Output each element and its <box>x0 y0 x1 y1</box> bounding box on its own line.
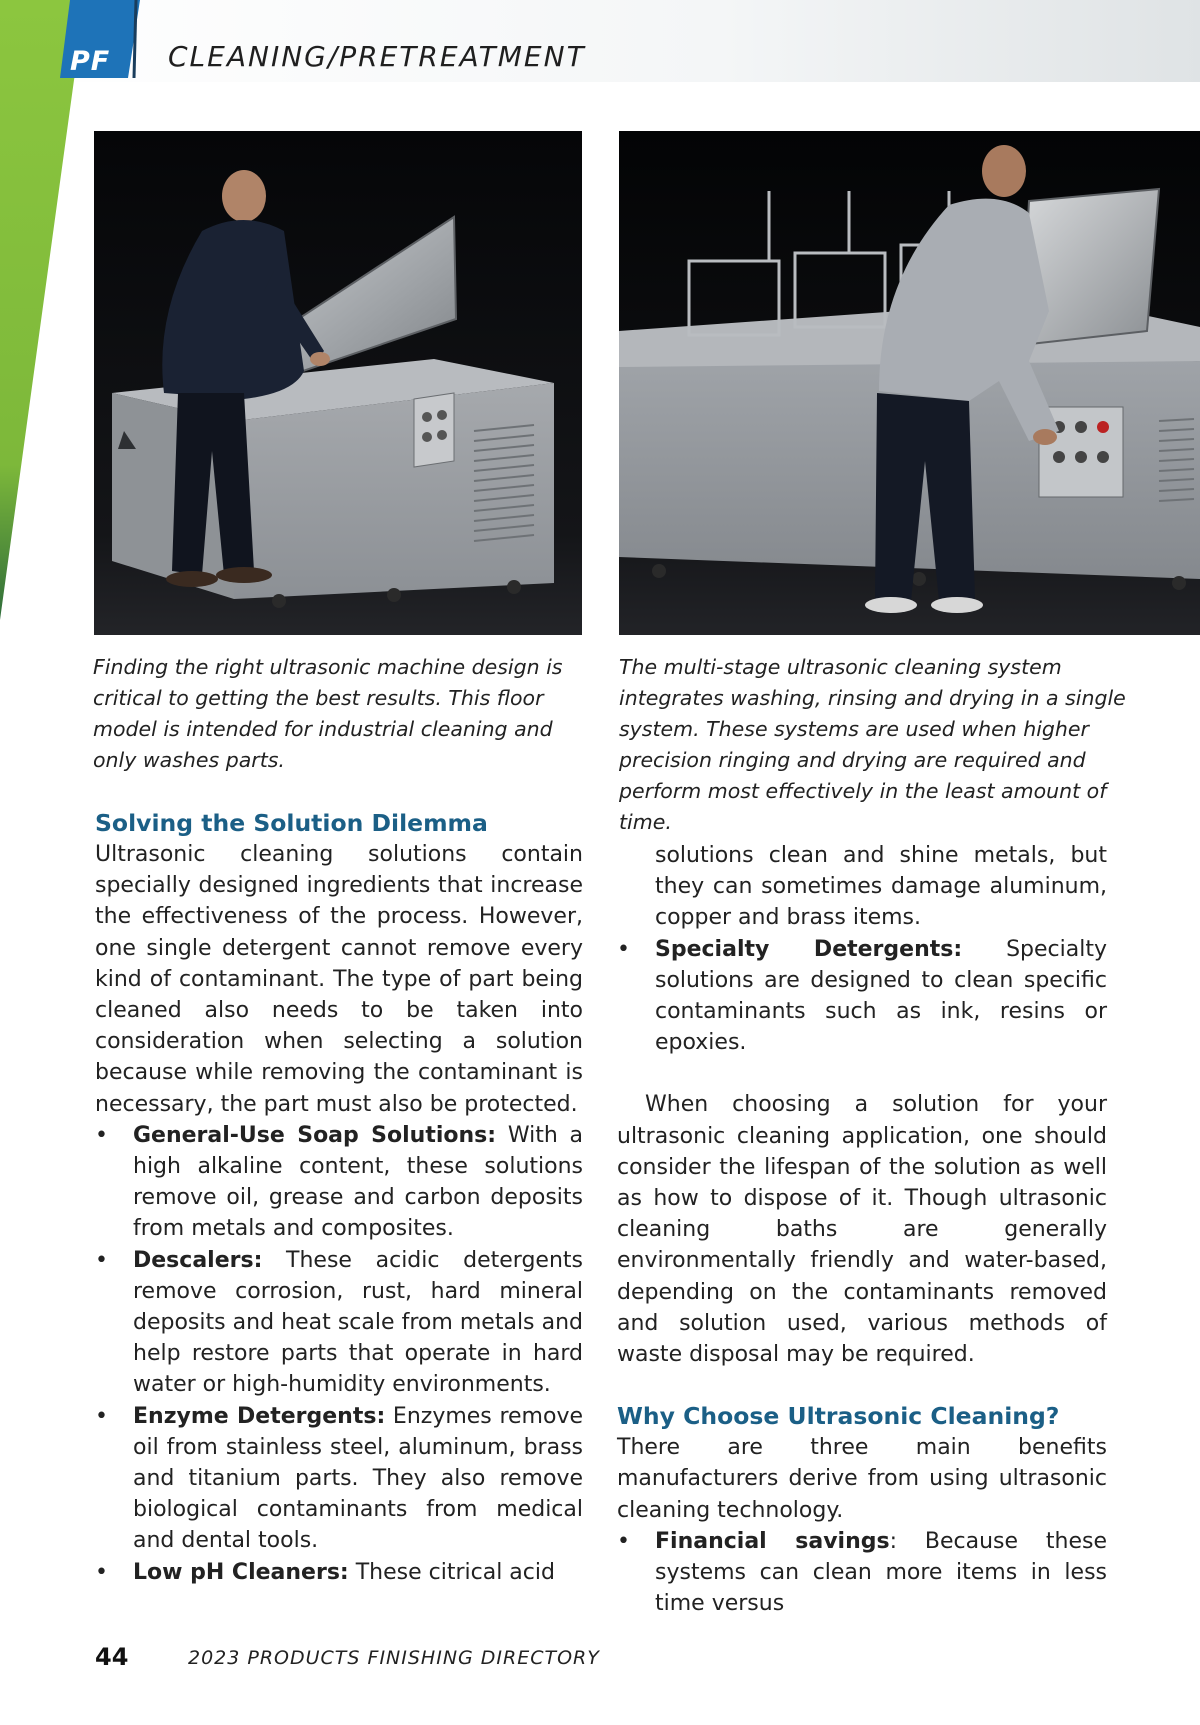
detergent-list-continued <box>617 840 1107 1058</box>
list-item-term: Descalers: <box>133 1247 263 1273</box>
detergent-list <box>95 1120 583 1588</box>
figure-caption-right: The multi-stage ultrasonic cleaning system integrates washing, rinsing and drying in a single system. These systems are used when higher precision ringing and drying are required and perform most effectively in the least amount of time. <box>619 655 1126 834</box>
photo-floor-model-cleaner <box>94 131 582 635</box>
list-item <box>95 1120 583 1245</box>
list-item <box>617 934 1107 1059</box>
list-item-text: These acidic detergents remove corrosion, rust, hard mineral deposits and heat scale from metals and help restore parts that operate in hard water or high-humidity environments. <box>133 1247 583 1398</box>
list-item-term: General-Use Soap Solutions: <box>133 1122 497 1148</box>
page-number: 44 <box>95 1643 129 1671</box>
publication-title: 2023 PRODUCTS FINISHING DIRECTORY <box>188 1647 600 1669</box>
list-item-term: Enzyme Detergents: <box>133 1403 386 1429</box>
list-item <box>95 1401 583 1557</box>
article-column-left <box>95 808 583 1588</box>
benefits-list <box>617 1526 1107 1620</box>
list-item-term: Specialty Detergents: <box>655 936 963 962</box>
list-item-term: Low pH Cleaners: <box>133 1559 349 1585</box>
paragraph-intro: Ultrasonic cleaning solutions contain specially designed ingredients that increase the effectiveness of the process. However, one single detergent cannot remove every kind of contaminant. The type of part being cleaned also needs to be taken into consideration when selecting a solution because while removing the contaminant is necessary, the part must also be protected. <box>95 842 583 1117</box>
section-heading-solution-dilemma: Solving the Solution Dilemma <box>95 809 488 837</box>
list-item-text: Enzymes remove oil from stainless steel, aluminum, brass and titanium parts. They also remove biological contaminants from medical and dental tools. <box>133 1403 583 1554</box>
list-item-continuation: solutions clean and shine metals, but they can sometimes damage aluminum, copper and brass items. <box>655 843 1107 931</box>
list-item-text: Specialty solutions are designed to clean specific contaminants such as ink, resins or epoxies. <box>655 936 1107 1056</box>
photo-multi-stage-system <box>619 131 1200 635</box>
list-item <box>95 1557 583 1588</box>
section-title: CLEANING/PRETREATMENT <box>168 40 586 73</box>
paragraph-benefits-intro: There are three main benefits manufacturers derive from using ultrasonic cleaning technology. <box>617 1435 1107 1523</box>
list-item-text: : Because these systems can clean more items in less time versus <box>655 1528 1107 1617</box>
list-item-text: These citrical acid <box>348 1559 555 1585</box>
pf-logo-text: PF <box>70 46 111 77</box>
figure-caption-left: Finding the right ultrasonic machine design is critical to getting the best results. This floor model is intended for industrial cleaning and only washes parts. <box>93 655 563 772</box>
list-item <box>95 1245 583 1401</box>
green-accent-strip <box>0 0 88 620</box>
list-item-text: With a high alkaline content, these solutions remove oil, grease and carbon deposits from metals and composites. <box>133 1122 583 1242</box>
paragraph-solution-lifespan: When choosing a solution for your ultrasonic cleaning application, one should consider the lifespan of the solution as well as how to dispose of it. Though ultrasonic cleaning baths are generally environmentally friendly and water-based, depending on the contaminants removed and solution used, various methods of waste disposal may be required. <box>617 1092 1107 1368</box>
list-item-term: Financial savings <box>655 1528 890 1554</box>
list-item <box>617 1526 1107 1620</box>
section-heading-why-ultrasonic: Why Choose Ultrasonic Cleaning? <box>617 1402 1060 1431</box>
article-column-right <box>617 840 1107 1619</box>
